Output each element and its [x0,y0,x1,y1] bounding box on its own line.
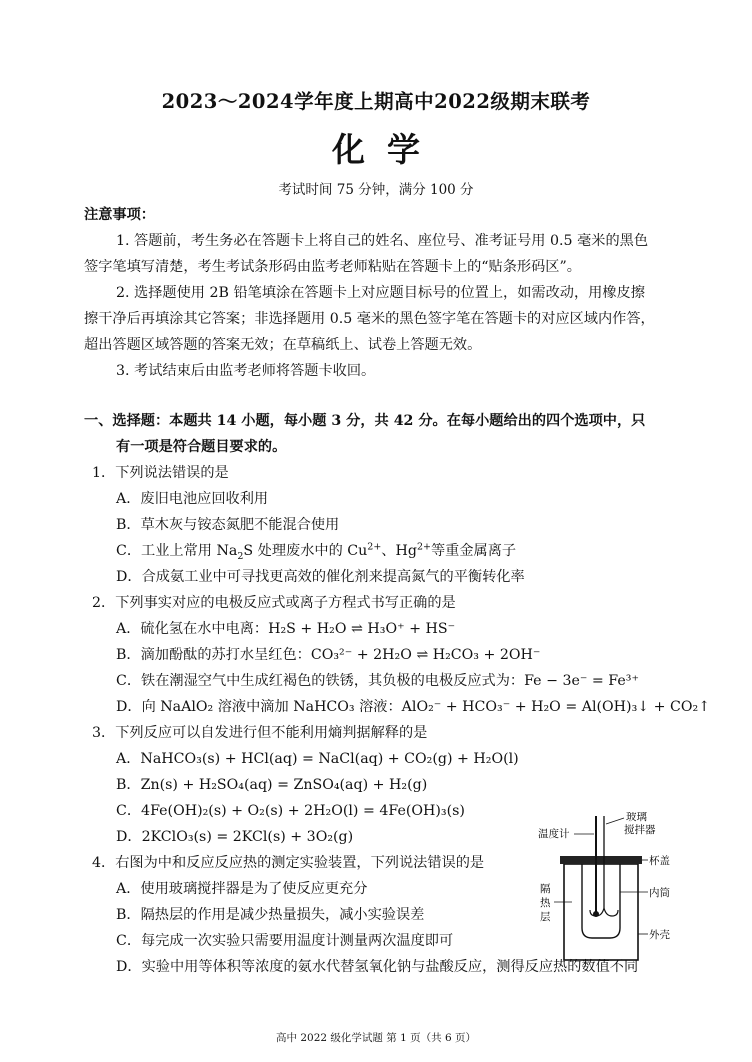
lid-shape [560,856,642,864]
section-1-heading-line-2: 有一项是符合题目要求的。 [116,439,287,455]
inner-beaker-shape [582,864,620,938]
q1-option-d: D．合成氨工业中可寻找更高效的催化剂来提高氮气的平衡转化率 [116,569,525,585]
notice-item-2-line-2: 擦干净后再填涂其它答案；非选择题用 0.5 毫米的黑色签字笔在答题卡的对应区域内作答， [84,311,655,327]
notice-heading: 注意事项： [84,207,155,223]
q4-option-d: D．实验中用等体积等浓度的氨水代替氢氧化钠与盐酸反应，测得反应热的数值不同 [116,959,639,975]
label-outer: 外壳 [649,929,670,941]
label-lid: 杯盖 [649,855,670,867]
q2-option-c: C．铁在潮湿空气中生成红褐色的铁锈，其负极的电极反应式为：Fe − 3e⁻ = Fe³⁺ [116,673,639,689]
q3-option-b: B．Zn(s) + H₂SO₄(aq) = ZnSO₄(aq) + H₂(g) [116,777,428,793]
label-stirrer-1: 玻璃 [626,812,647,823]
q4-option-c: C．每完成一次实验只需要用温度计测量两次温度即可 [116,933,454,949]
q2-option-d: D．向 NaAlO₂ 溶液中滴加 NaHCO₃ 溶液：AlO₂⁻ + HCO₃⁻ + H₂O = Al(OH)₃↓ + CO₂↑ [116,699,711,715]
label-thermometer: 温度计 [538,828,570,840]
outer-shell-shape [564,864,638,960]
label-inner: 内筒 [649,887,670,899]
notice-item-1-line-2: 签字笔填写清楚，考生考试条形码由监考老师粘贴在答题卡上的“贴条形码区”。 [84,259,581,275]
subject-title: 化学 [332,130,442,169]
notice-item-1-line-1: 1. 答题前，考生务必在答题卡上将自己的姓名、座位号、准考证号用 0.5 毫米的黑色 [116,233,649,249]
notice-item-3: 3. 考试结束后由监考老师将答题卡收回。 [116,363,376,379]
q4-stem: 4．右图为中和反应反应热的测定实验装置，下列说法错误的是 [92,855,485,871]
label-insulation-3: 层 [540,911,551,923]
q2-stem: 2．下列事实对应的电极反应式或离子方程式书写正确的是 [92,595,456,611]
notice-item-2-line-3: 超出答题区域答题的答案无效；在草稿纸上、试卷上答题无效。 [84,337,482,353]
q1-option-b: B．草木灰与铵态氮肥不能混合使用 [116,517,340,533]
notice-item-2-line-1: 2. 选择题使用 2B 铅笔填涂在答题卡上对应题目标号的位置上，如需改动，用橡皮擦 [116,285,645,301]
q4-option-a: A．使用玻璃搅拌器是为了使反应更充分 [116,881,368,897]
exam-title: 2023～2024学年度上期高中2022级期末联考 [161,90,591,113]
section-1-heading-line-1: 一、选择题：本题共 14 小题，每小题 3 分，共 42 分。在每小题给出的四个选项中，只 [84,413,646,429]
q1-stem: 1．下列说法错误的是 [92,465,229,481]
q3-option-c: C．4Fe(OH)₂(s) + O₂(s) + 2H₂O(l) = 4Fe(OH)₃(s) [116,803,465,819]
q3-option-d: D．2KClO₃(s) = 2KCl(s) + 3O₂(g) [116,829,354,845]
q3-stem: 3．下列反应可以自发进行但不能利用熵判据解释的是 [92,725,428,741]
calorimeter-diagram [538,812,678,970]
q1-option-a: A．废旧电池应回收利用 [116,491,269,507]
q2-option-b: B．滴加酚酞的苏打水呈红色：CO₃²⁻ + 2H₂O ⇌ H₂CO₃ + 2OH⁻ [116,647,541,663]
q3-option-a: A．NaHCO₃(s) + HCl(aq) = NaCl(aq) + CO₂(g) + H₂O(l) [116,751,519,767]
q4-option-b: B．隔热层的作用是减少热量损失，减小实验误差 [116,907,425,923]
q1-option-c: C．工业上常用 $Na_2S$ 处理废水中的 $Cu^{2+}$、$Hg^{2+}$等重金属离子 [116,541,517,562]
q2-option-a: A．硫化氢在水中电离：H₂S + H₂O ⇌ H₃O⁺ + HS⁻ [116,621,456,637]
label-insulation-2: 热 [540,897,551,909]
label-insulation-1: 隔 [540,883,551,895]
label-stirrer-2: 搅拌器 [624,824,656,836]
exam-info: 考试时间 75 分钟，满分 100 分 [278,182,474,198]
page-footer: 高中 2022 级化学试题 第 1 页（共 6 页） [276,1032,476,1044]
